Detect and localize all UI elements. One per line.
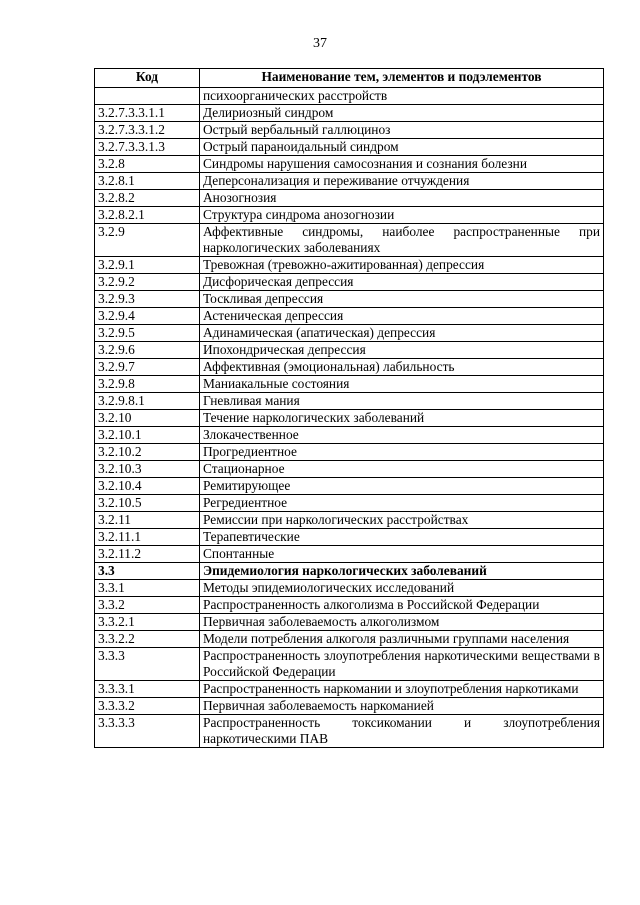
table-row <box>95 291 604 308</box>
code-cell: 3.2.9.4 <box>95 308 200 325</box>
code-cell: 3.3.3.2 <box>95 698 200 715</box>
continuation-row <box>95 88 604 105</box>
table-row <box>95 614 604 631</box>
code-cell: 3.3.3.1 <box>95 681 200 698</box>
name-cell: Злокачественное <box>200 427 604 444</box>
table-row <box>95 478 604 495</box>
name-cell: Ремитирующее <box>200 478 604 495</box>
table-row <box>95 376 604 393</box>
page-number: 37 <box>313 36 327 51</box>
table-row <box>95 274 604 291</box>
table-body <box>95 88 604 748</box>
code-cell: 3.2.8 <box>95 156 200 173</box>
code-cell: 3.2.7.3.3.1.1 <box>95 105 200 122</box>
name-cell: Тоскливая депрессия <box>200 291 604 308</box>
code-cell: 3.2.9.2 <box>95 274 200 291</box>
continuation-code-cell <box>95 88 200 105</box>
code-cell: 3.2.9.8 <box>95 376 200 393</box>
code-cell: 3.2.9.1 <box>95 257 200 274</box>
code-cell: 3.3.2.1 <box>95 614 200 631</box>
header-name: Наименование тем, элементов и подэлементов <box>200 69 604 88</box>
table-row <box>95 444 604 461</box>
name-cell: Острый вербальный галлюциноз <box>200 122 604 139</box>
code-cell: 3.2.9.3 <box>95 291 200 308</box>
name-cell: Стационарное <box>200 461 604 478</box>
table-row <box>95 224 604 257</box>
name-cell: Модели потребления алкоголя различными группами населения <box>200 631 604 648</box>
table-row <box>95 359 604 376</box>
table-row <box>95 512 604 529</box>
name-cell: Анозогнозия <box>200 190 604 207</box>
name-cell: Ипохондрическая депрессия <box>200 342 604 359</box>
name-cell: Адинамическая (апатическая) депрессия <box>200 325 604 342</box>
name-cell: Течение наркологических заболеваний <box>200 410 604 427</box>
name-cell: Терапевтические <box>200 529 604 546</box>
table-header-row <box>95 69 604 88</box>
code-cell: 3.2.10.1 <box>95 427 200 444</box>
code-cell: 3.2.9.6 <box>95 342 200 359</box>
table-row <box>95 698 604 715</box>
name-cell: Прогредиентное <box>200 444 604 461</box>
table-row <box>95 257 604 274</box>
table-row <box>95 495 604 512</box>
code-cell: 3.2.9 <box>95 224 200 257</box>
table-row <box>95 122 604 139</box>
table-row <box>95 631 604 648</box>
name-cell: Распространенность наркомании и злоупотребления наркотиками <box>200 681 604 698</box>
code-cell: 3.2.9.8.1 <box>95 393 200 410</box>
code-cell: 3.2.9.7 <box>95 359 200 376</box>
name-cell: Спонтанные <box>200 546 604 563</box>
table-row <box>95 139 604 156</box>
name-cell: Структура синдрома анозогнозии <box>200 207 604 224</box>
name-cell: Распространенность алкоголизма в Российской Федерации <box>200 597 604 614</box>
code-cell: 3.2.11.2 <box>95 546 200 563</box>
code-cell: 3.2.10.4 <box>95 478 200 495</box>
code-cell: 3.2.11.1 <box>95 529 200 546</box>
table-row <box>95 715 604 748</box>
name-cell: Распространенность злоупотребления наркотическими веществами в Российской Федерации <box>200 648 604 681</box>
code-cell: 3.2.10.3 <box>95 461 200 478</box>
code-cell: 3.3.2.2 <box>95 631 200 648</box>
name-cell: Астеническая депрессия <box>200 308 604 325</box>
table-row <box>95 529 604 546</box>
table-row <box>95 207 604 224</box>
name-cell: Методы эпидемиологических исследований <box>200 580 604 597</box>
code-cell: 3.2.9.5 <box>95 325 200 342</box>
table-row <box>95 427 604 444</box>
name-cell: Эпидемиология наркологических заболеваний <box>200 563 604 580</box>
code-cell: 3.2.7.3.3.1.2 <box>95 122 200 139</box>
code-cell: 3.3.2 <box>95 597 200 614</box>
table-row <box>95 173 604 190</box>
continuation-text: психоорганических расстройств <box>200 88 604 105</box>
name-cell: Распространенность токсикомании и злоупотребления наркотическими ПАВ <box>200 715 604 748</box>
code-cell: 3.3 <box>95 563 200 580</box>
code-cell: 3.2.11 <box>95 512 200 529</box>
table-row <box>95 325 604 342</box>
table-row <box>95 105 604 122</box>
code-cell: 3.2.8.2 <box>95 190 200 207</box>
name-cell: Маниакальные состояния <box>200 376 604 393</box>
code-cell: 3.2.7.3.3.1.3 <box>95 139 200 156</box>
name-cell: Первичная заболеваемость алкоголизмом <box>200 614 604 631</box>
name-cell: Аффективные синдромы, наиболее распространенные при наркологических заболеваниях <box>200 224 604 257</box>
table-row <box>95 648 604 681</box>
code-cell: 3.3.3 <box>95 648 200 681</box>
table-row <box>95 410 604 427</box>
table-row <box>95 546 604 563</box>
name-cell: Тревожная (тревожно-ажитированная) депрессия <box>200 257 604 274</box>
code-cell: 3.2.10.5 <box>95 495 200 512</box>
name-cell: Деперсонализация и переживание отчуждения <box>200 173 604 190</box>
name-cell: Регредиентное <box>200 495 604 512</box>
header-code: Код <box>95 69 200 88</box>
name-cell: Ремиссии при наркологических расстройствах <box>200 512 604 529</box>
name-cell: Синдромы нарушения самосознания и сознания болезни <box>200 156 604 173</box>
code-cell: 3.2.8.1 <box>95 173 200 190</box>
name-cell: Острый параноидальный синдром <box>200 139 604 156</box>
name-cell: Дисфорическая депрессия <box>200 274 604 291</box>
table-row <box>95 308 604 325</box>
code-cell: 3.2.8.2.1 <box>95 207 200 224</box>
table-row <box>95 190 604 207</box>
code-cell: 3.2.10.2 <box>95 444 200 461</box>
name-cell: Первичная заболеваемость наркоманией <box>200 698 604 715</box>
name-cell: Аффективная (эмоциональная) лабильность <box>200 359 604 376</box>
code-cell: 3.3.1 <box>95 580 200 597</box>
table-row <box>95 342 604 359</box>
table-row <box>95 580 604 597</box>
name-cell: Делириозный синдром <box>200 105 604 122</box>
table-row <box>95 681 604 698</box>
table-row <box>95 156 604 173</box>
table-row <box>95 597 604 614</box>
code-cell: 3.3.3.3 <box>95 715 200 748</box>
table-row <box>95 393 604 410</box>
code-cell: 3.2.10 <box>95 410 200 427</box>
topics-table <box>94 68 604 748</box>
name-cell: Гневливая мания <box>200 393 604 410</box>
table-row <box>95 563 604 580</box>
table-row <box>95 461 604 478</box>
